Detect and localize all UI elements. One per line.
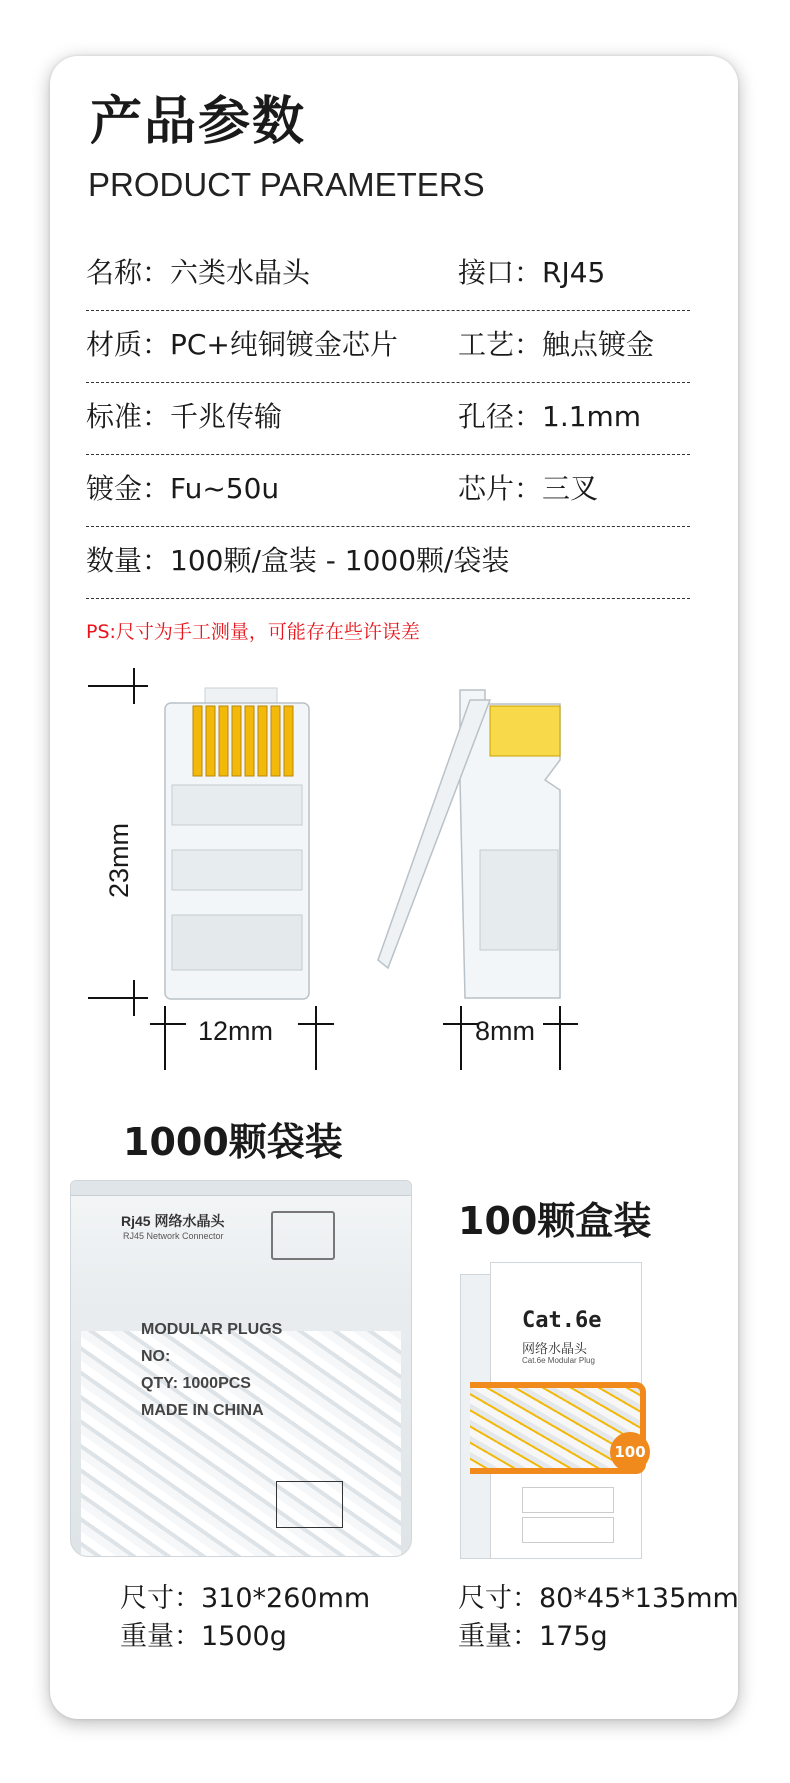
param-hole: 孔径：1.1mm	[458, 400, 642, 433]
bag-package-title: 1000颗袋装	[123, 1120, 343, 1164]
measurement-note: PS:尺寸为手工测量，可能存在些许误差	[86, 621, 420, 643]
box-package-image	[460, 1262, 645, 1562]
bag-line-qty: QTY: 1000PCS	[141, 1375, 251, 1392]
bag-zip-strip	[71, 1181, 411, 1196]
box-weight: 重量：175g	[458, 1621, 608, 1652]
depth-dimension-label: 8mm	[475, 1016, 535, 1046]
param-name: 名称：六类水晶头	[86, 256, 311, 289]
bag-weight: 重量：1500g	[120, 1621, 287, 1652]
bag-size: 尺寸：310*260mm	[120, 1583, 371, 1614]
bag-label-box	[276, 1481, 343, 1528]
height-dimension-label: 23mm	[104, 822, 134, 898]
param-row	[86, 382, 690, 455]
param-interface: 接口：RJ45	[458, 256, 606, 289]
param-row	[86, 238, 690, 311]
param-quantity: 数量：100颗/盒装 - 1000颗/袋装	[86, 544, 510, 577]
width-dimension-label: 12mm	[198, 1016, 274, 1046]
bag-line-made: MADE IN CHINA	[141, 1402, 264, 1419]
param-row	[86, 454, 690, 527]
bag-label-brand: Rj45	[121, 1213, 151, 1229]
param-chip: 芯片：三叉	[458, 472, 599, 505]
plug-outline-icon	[271, 1211, 335, 1260]
param-process: 工艺：触点镀金	[458, 328, 655, 361]
page-title: 产品参数	[90, 92, 307, 152]
bag-line-no: NO:	[141, 1348, 171, 1365]
param-row	[86, 526, 690, 599]
page-subtitle: PRODUCT PARAMETERS	[88, 166, 485, 203]
box-count-badge: 100	[610, 1432, 650, 1472]
box-feature-2	[522, 1517, 614, 1543]
param-material: 材质：PC+纯铜镀金芯片	[86, 328, 398, 361]
param-standard: 标准：千兆传输	[86, 400, 283, 433]
param-plating: 镀金：Fu~50u	[86, 472, 280, 505]
bag-label-en: RJ45 Network Connector	[123, 1231, 224, 1241]
bag-package-image	[70, 1180, 412, 1557]
box-name-en: Cat.6e Modular Plug	[522, 1356, 595, 1365]
box-size: 尺寸：80*45*135mm	[458, 1583, 739, 1614]
bag-line-modular: MODULAR PLUGS	[141, 1321, 283, 1338]
box-feature-1	[522, 1487, 614, 1513]
box-name-cn: 网络水晶头	[522, 1342, 588, 1357]
box-package-title: 100颗盒装	[458, 1199, 652, 1243]
box-brand: Cat.6e	[522, 1308, 602, 1333]
bag-label-cn: 网络水晶头	[154, 1213, 225, 1229]
param-row	[86, 310, 690, 383]
